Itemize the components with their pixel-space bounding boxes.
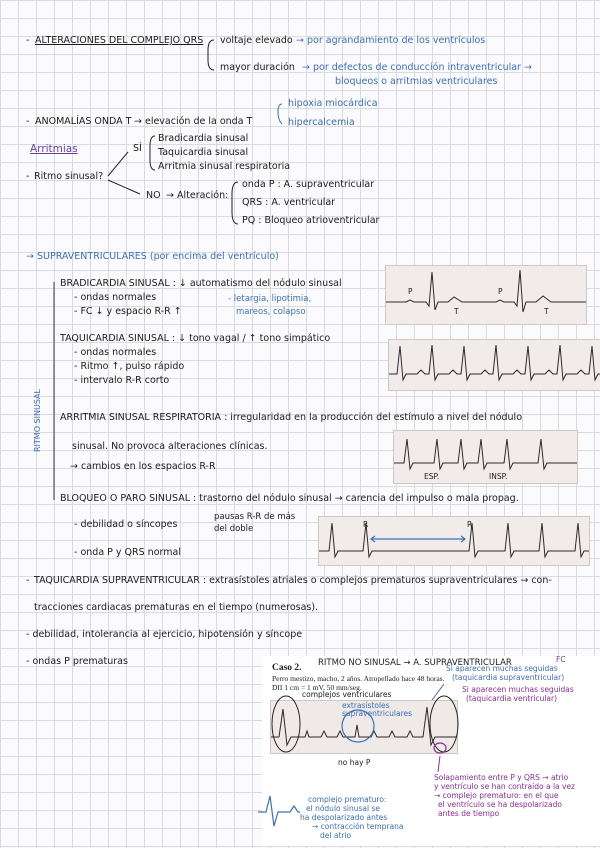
tsv-item: - ondas P prematuras xyxy=(26,656,128,667)
caso-p2: y ventrículo se han contraído a la vez xyxy=(434,782,575,791)
bullet: - xyxy=(26,35,30,46)
bloq-item: - debilidad o síncopes xyxy=(74,519,178,530)
taq-item: - Ritmo ↑, pulso rápido xyxy=(74,361,185,372)
caso-lbl-extra1: extrasístoles xyxy=(342,701,390,710)
ecg-label-p: P xyxy=(498,287,503,296)
caso-b3: ha despolarizado antes xyxy=(300,813,388,822)
qrs-voltaje-note: → por agrandamiento de los ventrículos xyxy=(296,35,486,46)
caso-b2: el nódulo sinusal se xyxy=(306,804,380,813)
ecg-label-r: R xyxy=(467,520,473,529)
bloq-item-text: debilidad o síncopes xyxy=(80,519,178,530)
si-item-taquicardia: Taquicardia sinusal xyxy=(158,147,249,158)
ecg-label-t: T xyxy=(544,307,549,316)
tsv-item: - debilidad, intolerancia al ejercicio, hipotensión y síncope xyxy=(26,629,303,640)
si-item-arritmia: Arritmia sinusal respiratoria xyxy=(158,161,291,172)
ecg-arritmia xyxy=(393,430,578,484)
taq-title: TAQUICARDIA SINUSAL : ↓ tono vagal / ↑ tono simpático xyxy=(60,333,331,344)
ecg-bradicardia xyxy=(385,265,587,325)
caso-lbl-ventr: complejos ventriculares xyxy=(302,690,392,699)
ecg-label-t: T xyxy=(454,307,459,316)
caso-lbl-extra2: supraventriculares xyxy=(342,709,413,718)
caso-b4: → contracción temprana xyxy=(312,822,404,831)
taq-item: - intervalo R-R corto xyxy=(74,375,170,386)
ecg-taquicardia xyxy=(388,339,600,391)
brad-title: BRADICARDIA SINUSAL : ↓ automatismo del nódulo sinusal xyxy=(60,278,342,289)
bloq-note2: del doble xyxy=(214,524,254,534)
brad-note2: mareos, colapso xyxy=(236,307,306,317)
tsv-line2: tracciones cardiacas prematuras en el tiempo (numerosas). xyxy=(34,602,319,613)
tsv-item-text: ondas P prematuras xyxy=(32,656,128,667)
caso-n-fc: FC xyxy=(556,655,566,664)
taq-item-text: ondas normales xyxy=(80,347,157,358)
taq-item: - ondas normales xyxy=(74,347,157,358)
arritmias-title: Arritmias xyxy=(30,143,78,155)
supra-title: → SUPRAVENTRICULARES (por encima del ventrículo) xyxy=(26,251,279,262)
bullet: - xyxy=(26,171,30,182)
bloq-title: BLOQUEO O PARO SINUSAL : trastorno del nódulo sinusal → carencia del impulso o mala propag. xyxy=(60,493,519,504)
ondat-title: ANOMALÍAS ONDA T xyxy=(35,116,132,127)
caso-n2b: (taquicardia ventricular) xyxy=(466,694,558,703)
alt-item-p: onda P : A. supraventricular xyxy=(242,179,375,190)
arr-line3: → cambios en los espacios R-R xyxy=(70,461,216,472)
brad-item: - ondas normales xyxy=(74,292,157,303)
tsv-item-text: debilidad, intolerancia al ejercicio, hipotensión y síncope xyxy=(32,629,303,640)
alt-item-pq: PQ : Bloqueo atrioventricular xyxy=(242,215,380,226)
qrs-duracion-note2: bloqueos o arritmias ventriculares xyxy=(335,76,498,87)
taq-item-text: Ritmo ↑, pulso rápido xyxy=(80,361,185,372)
brad-item-text: FC ↓ y espacio R-R ↑ xyxy=(80,306,182,317)
qrs-duracion: mayor duración xyxy=(220,62,295,73)
ritmo-sinusal-question: Ritmo sinusal? xyxy=(34,171,104,182)
bloq-note1: pausas R-R de más xyxy=(214,512,296,522)
bullet: - xyxy=(26,575,30,586)
caso-desc2: DII 1 cm = 1 mV, 50 mm/seg. xyxy=(272,683,362,692)
si-label: SÍ xyxy=(133,143,142,154)
caso-title: Caso 2. xyxy=(272,663,302,673)
caso-p4: el ventrículo se ha despolarizado xyxy=(438,800,562,809)
ecg-bloqueo xyxy=(318,516,590,566)
caso-n1b: (taquicardia supraventricular) xyxy=(452,673,565,682)
taq-item-text: intervalo R-R corto xyxy=(80,375,170,386)
arr-title: ARRITMIA SINUSAL RESPIRATORIA : irregularidad en la producción del estímulo a nivel del nódulo xyxy=(60,412,523,423)
ondat-note2: hipercalcemia xyxy=(288,117,355,128)
caso-n2a: Si aparecen muchas seguidas xyxy=(462,685,574,694)
ecg-label-r: R xyxy=(363,520,369,529)
brad-note1: - letargia, lipotimia, xyxy=(228,294,312,304)
qrs-title: ALTERACIONES DEL COMPLEJO QRS xyxy=(35,35,204,46)
bloq-item: - onda P y QRS normal xyxy=(74,547,181,558)
ecg-label-p: P xyxy=(408,287,413,296)
bullet: - xyxy=(26,116,30,127)
ecg-label-esp: ESP. xyxy=(424,472,440,481)
caso-b5: del atrio xyxy=(320,831,352,840)
ondat-note1: hipoxia miocárdica xyxy=(288,98,378,109)
caso-lbl-nop: no hay P xyxy=(338,758,371,767)
ondat-desc: → elevación de la onda T xyxy=(134,116,253,127)
alteracion-label: → Alteración: xyxy=(166,190,229,201)
ecg-label-insp: INSP. xyxy=(489,472,508,481)
si-item-bradicardia: Bradicardia sinusal xyxy=(158,133,249,144)
alt-item-qrs: QRS : A. ventricular xyxy=(242,197,336,208)
brad-item-text: ondas normales xyxy=(80,292,157,303)
bloq-item-text: onda P y QRS normal xyxy=(80,547,181,558)
caso-n1a: Si aparecen muchas seguidas xyxy=(446,664,558,673)
qrs-duracion-note1: → por defectos de conducción intraventricular → xyxy=(302,62,532,73)
caso-ritmo: RITMO NO SINUSAL → A. SUPRAVENTRICULAR xyxy=(318,658,512,668)
arr-line2: sinusal. No provoca alteraciones clínicas. xyxy=(72,441,268,452)
ritmo-sinusal-side-label: RITMO SINUSAL xyxy=(33,389,42,452)
caso-p5: antes de tiempo xyxy=(438,809,500,818)
no-label: NO xyxy=(146,190,161,201)
qrs-voltaje: voltaje elevado xyxy=(220,35,293,46)
tsv-title: TAQUICARDIA SUPRAVENTRICULAR : extrasístoles atriales o complejos prematuros supraventriculares → con- xyxy=(34,575,552,586)
caso-p3: → complejo prematuro: en el que xyxy=(434,791,559,800)
caso-b1: complejo prematuro: xyxy=(308,795,387,804)
caso-desc1: Perro mestizo, macho, 2 años. Atropellado hace 48 horas. xyxy=(272,674,445,683)
caso-p1: Solapamiento entre P y QRS → atrio xyxy=(434,773,569,782)
brad-item: - FC ↓ y espacio R-R ↑ xyxy=(74,306,182,317)
